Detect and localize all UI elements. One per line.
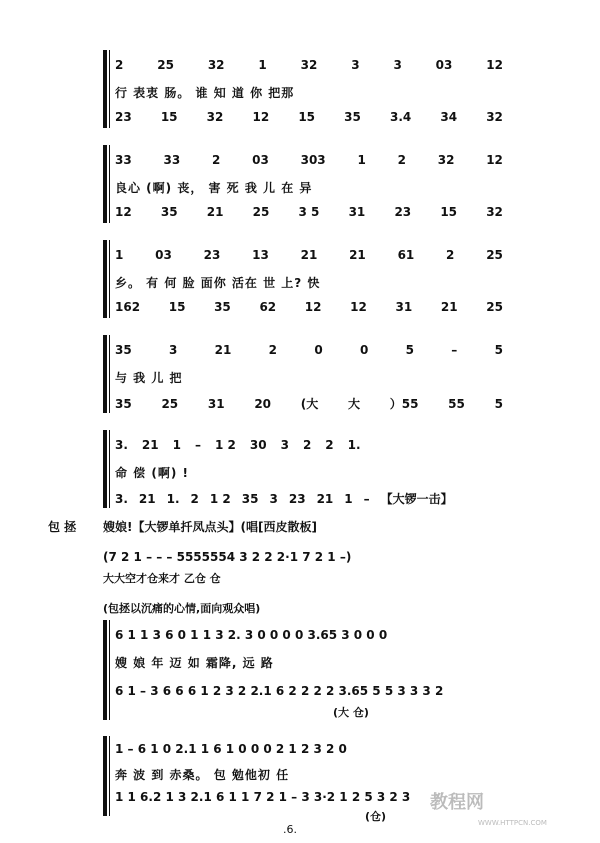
accompaniment-row: 6 1 – 3 6 6 6 1 2 3 2 2.1 6 2 2 2 2 3.65 5 5 3 3 3 2: [115, 684, 444, 698]
watermark-url: WWW.HTTPCN.COM: [478, 819, 547, 827]
melody-row: 1 03 23 13 21 21 61 2 25: [115, 248, 503, 262]
score-system-6: [103, 620, 503, 720]
score-system-3: [103, 240, 503, 318]
melody-row: 2 25 32 1 32 3 3 03 12: [115, 58, 503, 72]
watermark-logo: 教程网: [430, 792, 484, 813]
melody-row: 1 – 6 1 0 2.1 1 6 1 0 0 0 2 1 2 3 2 0: [115, 742, 347, 756]
lyrics-row: 行 表衷 肠。 谁 知 道 你 把那: [115, 86, 295, 100]
accompaniment-row: 1 1 6.2 1 3 2.1 6 1 1 7 2 1 – 3 3·2 1 2 5 3 2 3: [115, 790, 411, 804]
lyrics-row: 奔 波 到 赤桑。 包 勉他初 任: [115, 768, 290, 782]
accompaniment-row: 162 15 35 62 12 12 31 21 25: [115, 300, 503, 314]
lyrics-row: 与 我 儿 把: [115, 371, 183, 385]
page-number: .6.: [283, 823, 297, 836]
score-system-4: [103, 335, 503, 413]
melody-row: 35 3 21 2 0 0 5 – 5: [115, 343, 503, 357]
accompaniment-row: 23 15 32 12 15 35 3.4 34 32: [115, 110, 503, 124]
stage-direction: (包拯以沉痛的心情,面向观众唱): [103, 602, 261, 615]
lyrics-row: 乡。 有 何 脸 面你 活在 世 上? 快: [115, 276, 321, 290]
lyrics-row: 命 偿 (啊) !: [115, 466, 189, 480]
melody-row: 33 33 2 03 303 1 2 32 12: [115, 153, 503, 167]
percussion-syllables: 大大空才仓来才 乙仓 仓: [103, 572, 221, 585]
percussion-syllables: (大 仓): [333, 706, 369, 719]
score-system-2: [103, 145, 503, 223]
percussion-cue: 【大锣一击】: [380, 492, 453, 506]
percussion-syllables: (仓): [365, 810, 387, 823]
lyrics-row: 良心 (啊) 丧， 害 死 我 儿 在 异: [115, 181, 313, 195]
score-system-1: [103, 50, 503, 128]
free-melody-line: (7 2 1 – – – 5555554 3 2 2 2·1 7 2 1 –): [103, 550, 352, 564]
accompaniment-row: 3. 21 1. 2 1 2 35 3 23 21 1 – 【大锣一击】: [115, 491, 453, 506]
system-brace: [103, 50, 107, 128]
score-system-5: [103, 430, 503, 508]
accompaniment-row: 35 25 31 20 (大 大 ）55 55 5: [115, 396, 503, 411]
melody-row: 6 1 1 3 6 0 1 1 3 2. 3 0 0 0 0 3.65 3 0 0 0: [115, 628, 388, 642]
accompaniment-row: 12 35 21 25 3 5 31 23 15 32: [115, 205, 503, 219]
lyrics-row: 嫂 娘 年 迈 如 霜降, 远 路: [115, 656, 274, 670]
dialogue-line: 嫂娘!【大锣单扦凤点头】(唱[西皮散板]: [103, 520, 317, 534]
role-name: 包 拯: [48, 520, 77, 534]
melody-row: 3. 21 1 – 1 2 30 3 2 2 1.: [115, 438, 361, 452]
